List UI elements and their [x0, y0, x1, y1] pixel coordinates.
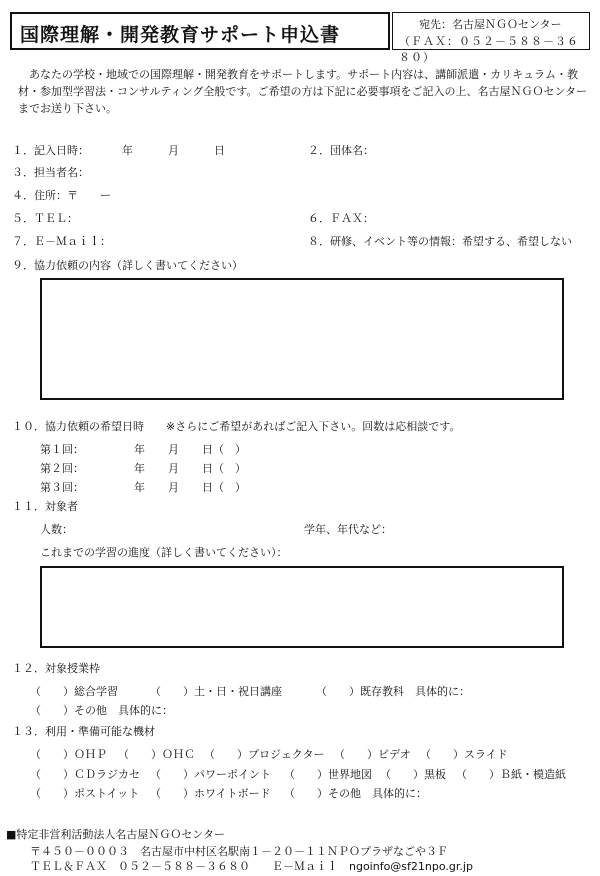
schedule-row-3-month: 月 — [168, 481, 179, 494]
equipment-powerpoint[interactable]: （ ）パワーポイント — [150, 768, 271, 781]
equipment-heading: １３．利用・準備可能な機材 — [12, 725, 155, 738]
schedule-row-1-label: 第１回： — [40, 443, 84, 456]
equipment-cd-radio[interactable]: （ ）ＣＤラジカセ — [30, 768, 140, 781]
schedule-row-1-day: 日（ ） — [202, 443, 246, 456]
target-heading: １１．対象者 — [12, 500, 78, 513]
footer-address: 〒４５０－０００３ 名古屋市中村区名駅南１－２０－１１ＮＰＯプラザなごや３Ｆ — [30, 845, 448, 858]
field-date-label: １．記入日時： — [12, 144, 89, 157]
schedule-row-1-year: 年 — [134, 443, 145, 456]
destination-box — [392, 12, 590, 64]
class-slot-weekend[interactable]: （ ）土・日・祝日講座 — [150, 685, 282, 698]
target-progress-label: これまでの学習の進度（詳しく書いてください）： — [40, 546, 288, 559]
field-contact-person-label: ３．担当者名： — [12, 166, 89, 179]
schedule-note: ※さらにご希望があればご記入下さい。回数は応相談です。 — [166, 420, 461, 433]
target-count-label: 人数： — [40, 523, 73, 536]
page-title: 国際理解・開発教育サポート申込書 — [20, 24, 341, 46]
equipment-whiteboard[interactable]: （ ）ホワイトボード — [150, 787, 271, 800]
class-slot-integrated[interactable]: （ ）総合学習 — [30, 685, 118, 698]
field-date-month: 月 — [168, 144, 179, 157]
schedule-row-2-label: 第２回： — [40, 462, 84, 475]
learning-progress-box[interactable] — [40, 566, 564, 648]
field-request-detail-label: ９．協力依頼の内容（詳しく書いてください） — [12, 259, 243, 272]
schedule-row-2-year: 年 — [134, 462, 145, 475]
schedule-row-2-day: 日（ ） — [202, 462, 246, 475]
schedule-row-2-month: 月 — [168, 462, 179, 475]
equipment-world-map[interactable]: （ ）世界地図 — [284, 768, 372, 781]
footer-organization: ■特定非営利活動法人名古屋ＮＧＯセンター — [6, 828, 225, 841]
schedule-row-3-day: 日（ ） — [202, 481, 246, 494]
schedule-row-1-month: 月 — [168, 443, 179, 456]
title-box — [10, 12, 390, 50]
footer-contact: ＴＥＬ＆ＦＡＸ ０５２－５８８－３６８０ Ｅ－Ｍａｉｌ ngoinfo@sf21npo.gr.jp — [30, 860, 473, 873]
equipment-ohc[interactable]: （ ）ＯＨＣ — [118, 748, 195, 761]
equipment-ohp[interactable]: （ ）ＯＨＰ — [30, 748, 107, 761]
field-email-label: ７．Ｅ－Ｍａｉｌ： — [12, 235, 111, 248]
schedule-heading: １０．協力依頼の希望日時 — [12, 420, 144, 433]
class-slot-heading: １２．対象授業枠 — [12, 662, 100, 675]
field-date-year: 年 — [122, 144, 133, 157]
field-org-name-label: ２．団体名： — [308, 144, 374, 157]
equipment-video[interactable]: （ ）ビデオ — [334, 748, 411, 761]
schedule-row-3-label: 第３回： — [40, 481, 84, 494]
equipment-paper[interactable]: （ ）Ｂ紙・模造紙 — [456, 768, 566, 781]
class-slot-other[interactable]: （ ）その他 具体的に： — [30, 704, 173, 717]
field-info-request-label: ８．研修、イベント等の情報：希望する、希望しない — [308, 235, 572, 248]
field-fax-label: ６．ＦＡＸ： — [308, 212, 374, 225]
target-grade-label: 学年、年代など： — [304, 523, 392, 536]
equipment-slide[interactable]: （ ）スライド — [420, 748, 508, 761]
request-detail-box[interactable] — [40, 278, 564, 400]
destination-label: 宛先：名古屋ＮＧＯセンター — [419, 18, 562, 31]
schedule-row-3-year: 年 — [134, 481, 145, 494]
equipment-other[interactable]: （ ）その他 具体的に： — [284, 787, 427, 800]
field-address-label: ４．住所：〒 ー — [12, 189, 111, 202]
intro-paragraph: あなたの学校・地域での国際理解・開発教育をサポートします。サポート内容は、講師派遣・カリキュラム・教材・参加型学習法・コンサルティング全般です。ご希望の方は下記に必要事項をご記入の上、名古屋ＮＧＯセンターまでお送り下さい。 — [18, 68, 588, 115]
equipment-post-it[interactable]: （ ）ポストイット — [30, 787, 140, 800]
equipment-projector[interactable]: （ ）プロジェクター — [204, 748, 325, 761]
field-tel-label: ５．ＴＥＬ： — [12, 212, 78, 225]
class-slot-existing-subject[interactable]: （ ）既存教科 具体的に： — [316, 685, 470, 698]
equipment-blackboard[interactable]: （ ）黒板 — [380, 768, 446, 781]
destination-fax: （ＦＡＸ：０５２－５８８－３６８０） — [399, 35, 579, 64]
field-date-day: 日 — [214, 144, 225, 157]
